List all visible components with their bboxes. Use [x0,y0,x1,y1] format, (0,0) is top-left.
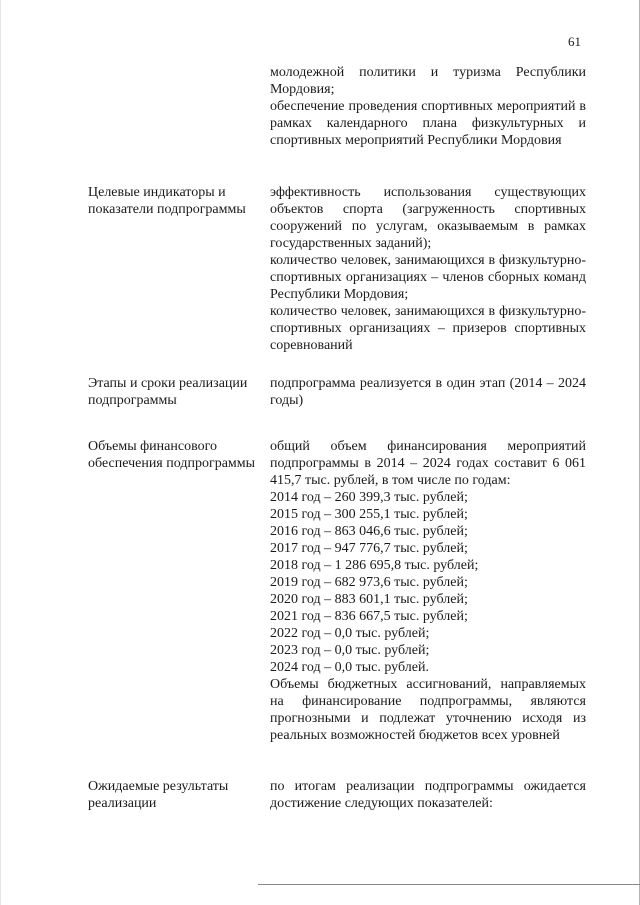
funding-year: 2023 год – 0,0 тыс. рублей; [270,643,430,658]
scan-edge-left [0,0,1,905]
stages-text: подпрограмма реализуется в один этап (2014 – 2024 годы) [270,376,586,408]
results-content [270,778,586,812]
scan-edge-bottom [258,884,640,885]
funding-year: 2024 год – 0,0 тыс. рублей. [270,660,429,675]
funding-year: 2017 год – 947 776,7 тыс. рублей; [270,541,468,556]
indicators-content [270,184,586,354]
results-text: по итогам реализации подпрограммы ожидается достижение следующих показателей: [270,779,586,811]
indicator-item: эффективность использования существующих объектов спорта (загруженность спортивных сооружений по услугам, оказываемым в рамках государственных заданий); [270,185,586,251]
funding-label: Объемы финансового обеспечения подпрограммы [88,439,256,471]
results-label: Ожидаемые результаты реализации [88,779,229,811]
funding-year: 2020 год – 883 601,1 тыс. рублей; [270,592,468,607]
funding-year: 2022 год – 0,0 тыс. рублей; [270,626,430,641]
stages-label: Этапы и сроки реализации подпрограммы [88,376,248,408]
funding-content [270,438,586,744]
continuation-line-2: обеспечение проведения спортивных мероприятий в рамках календарного плана физкультурных и спортивных мероприятий Республики Мордовия [270,99,586,148]
indicators-label: Целевые индикаторы и показатели подпрограммы [88,185,246,217]
funding-year: 2021 год – 836 667,5 тыс. рублей; [270,609,468,624]
funding-note: Объемы бюджетных ассигнований, направляемых на финансирование подпрограммы, являются прогнозными и подлежат уточнению исходя из реальных возможностей бюджетов всех уровней [270,677,586,743]
funding-year: 2019 год – 682 973,6 тыс. рублей; [270,575,468,590]
funding-year: 2016 год – 863 046,6 тыс. рублей; [270,524,468,539]
funding-year: 2014 год – 260 399,3 тыс. рублей; [270,490,468,505]
page-number: 61 [568,34,581,49]
indicator-item: количество человек, занимающихся в физкультурно-спортивных организациях – членов сборных команд Республики Мордовия; [270,253,586,302]
continuation-content [270,64,586,149]
funding-year: 2015 год – 300 255,1 тыс. рублей; [270,507,468,522]
stages-content [270,375,586,409]
indicator-item: количество человек, занимающихся в физкультурно-спортивных организациях – призеров спортивных соревнований [270,304,586,353]
funding-intro: общий объем финансирования мероприятий подпрограммы в 2014 – 2024 годах составит 6 061 415,7 тыс. рублей, в том числе по годам: [270,439,586,488]
continuation-line-1: молодежной политики и туризма Республики Мордовия; [270,65,586,97]
funding-year: 2018 год – 1 286 695,8 тыс. рублей; [270,558,479,573]
